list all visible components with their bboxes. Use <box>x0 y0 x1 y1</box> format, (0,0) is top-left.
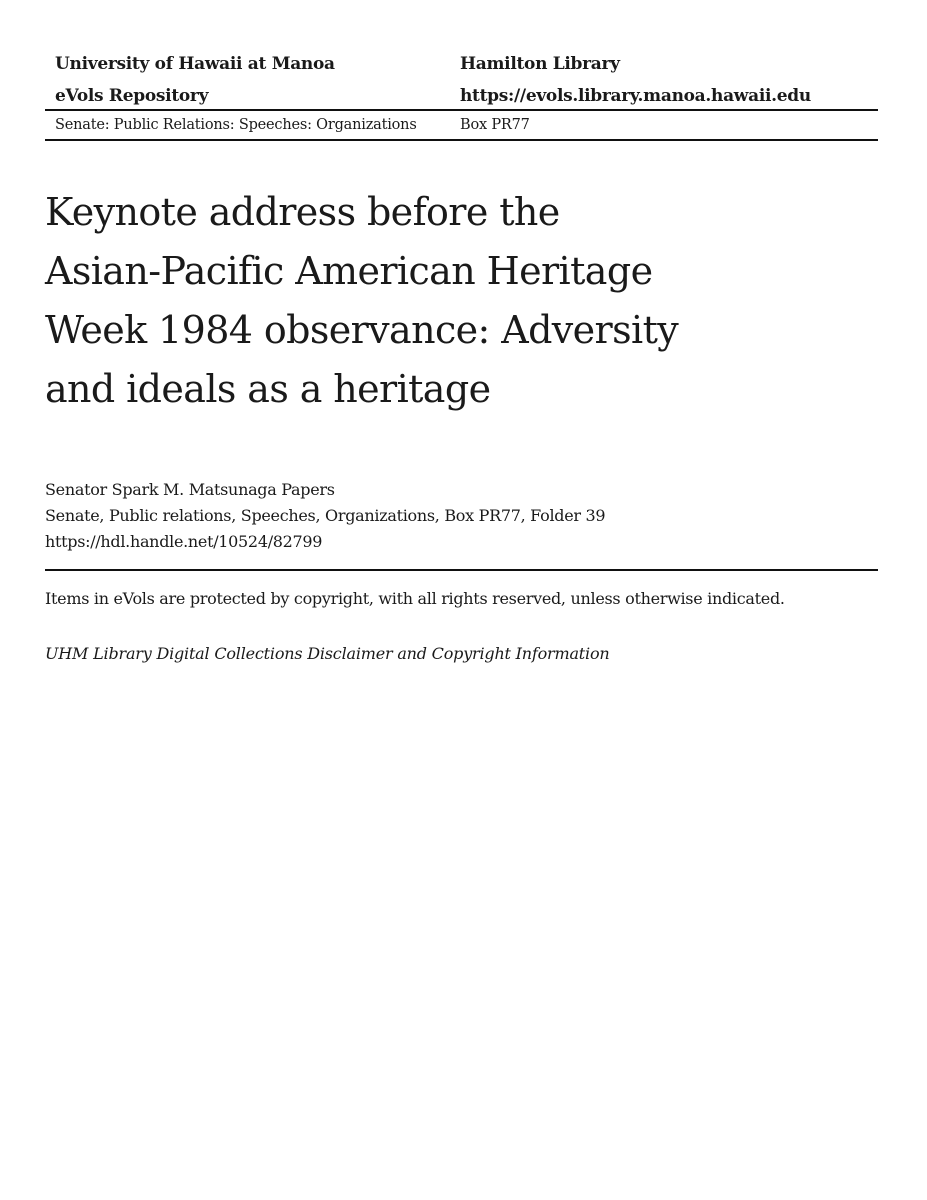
repository-url-link[interactable]: https://evols.library.manoa.hawaii.edu <box>460 86 811 106</box>
institution-name: University of Hawaii at Manoa <box>55 54 335 74</box>
footer-divider <box>45 569 878 571</box>
repository-name: eVols Repository <box>55 86 209 106</box>
header-row-repository <box>45 85 878 107</box>
title-line-3: Week 1984 observance: Adversity <box>45 308 679 352</box>
header-row-collection <box>45 111 878 141</box>
title-line-1: Keynote address before the <box>45 190 560 234</box>
document-header <box>45 53 878 141</box>
disclaimer-link[interactable]: UHM Library Digital Collections Disclaimer and Copyright Information <box>45 644 610 663</box>
copyright-notice: Items in eVols are protected by copyright, with all rights reserved, unless otherwise indicated. <box>45 589 785 608</box>
handle-url-link[interactable]: https://hdl.handle.net/10524/82799 <box>45 532 323 551</box>
collection-name: Senator Spark M. Matsunaga Papers <box>45 480 335 499</box>
citation-line: Senate, Public relations, Speeches, Organizations, Box PR77, Folder 39 <box>45 506 606 525</box>
title-line-2: Asian-Pacific American Heritage <box>45 249 653 293</box>
header-main-rows <box>45 53 878 111</box>
box-label: Box PR77 <box>460 117 530 133</box>
document-title <box>45 183 795 419</box>
title-line-4: and ideals as a heritage <box>45 367 491 411</box>
header-row-institution <box>45 53 878 75</box>
collection-path: Senate: Public Relations: Speeches: Organizations <box>55 117 417 133</box>
library-name: Hamilton Library <box>460 54 620 74</box>
citation-block <box>45 477 825 555</box>
